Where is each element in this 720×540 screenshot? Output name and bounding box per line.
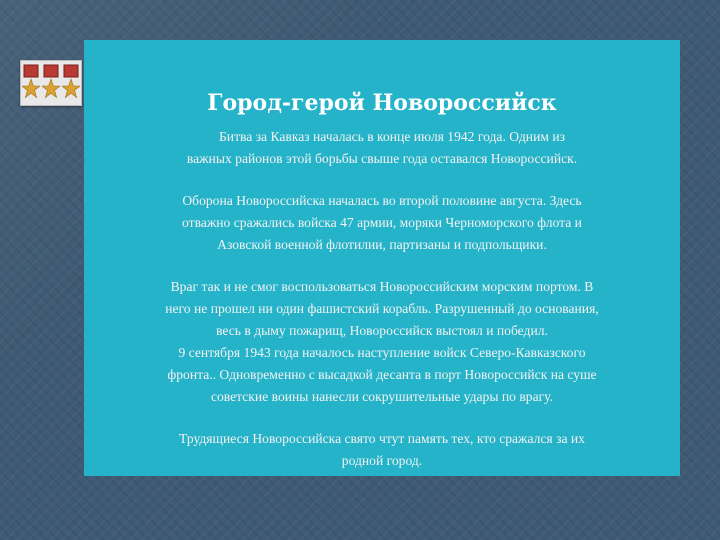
text-line: Азовской военной флотилии, партизаны и подпольщики. xyxy=(217,237,547,252)
slide-title: Город-герой Новороссийск xyxy=(207,90,557,116)
text-line: Враг так и не смог воспользоваться Новороссийским морским портом. В xyxy=(170,279,594,294)
content-panel xyxy=(84,40,680,476)
text-line: советские воины нанесли сокрушительные удары по врагу. xyxy=(210,389,554,404)
hero-star-medal-icon xyxy=(42,63,60,103)
text-line: Оборона Новороссийска началась во второй половине августа. Здесь xyxy=(182,193,582,208)
paragraph-port xyxy=(84,276,680,408)
text-line: важных районов этой борьбы свыше года оставался Новороссийск. xyxy=(186,151,578,166)
text-line: 9 сентября 1943 года началось наступление войск Северо-Кавказского xyxy=(178,345,586,360)
text-line: фронта.. Одновременно с высадкой десанта в порт Новороссийск на суше xyxy=(167,367,597,382)
paragraph-caucasus xyxy=(84,126,680,170)
hero-medals-image xyxy=(20,60,82,106)
text-line: Трудящиеся Новороссийска свято чтут память тех, кто сражался за их xyxy=(179,431,585,446)
text-line: родной город. xyxy=(341,453,423,468)
text-line: него не прошел ни один фашистский корабль. Разрушенный до основания, xyxy=(165,301,599,316)
text-line: Битва за Кавказ началась в конце июля 1942 года. Одним из xyxy=(219,129,565,144)
paragraph-memory xyxy=(84,428,680,472)
hero-star-medal-icon xyxy=(22,63,40,103)
text-line: весь в дыму пожарищ, Новороссийск выстоял и победил. xyxy=(216,323,548,338)
hero-star-medal-icon xyxy=(62,63,80,103)
paragraph-defense xyxy=(84,190,680,256)
text-line: отважно сражались войска 47 армии, моряки Черноморского флота и xyxy=(182,215,582,230)
